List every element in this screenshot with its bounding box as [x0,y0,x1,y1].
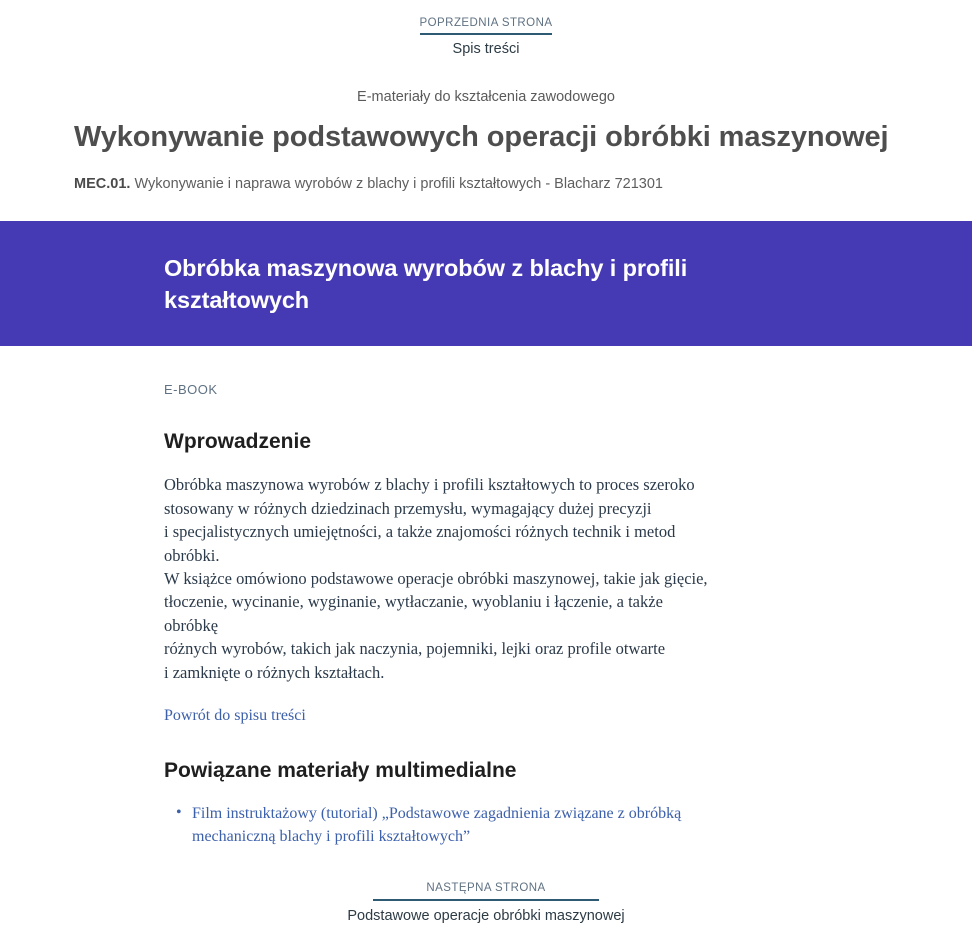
previous-page-label: POPRZEDNIA STRONA [420,16,553,35]
introduction-heading: Wprowadzenie [164,430,312,454]
paragraph-line: różnych wyrobów, takich jak naczynia, pojemniki, lejki oraz profile otwarte [164,639,666,659]
next-page-label: NASTĘPNA STRONA [373,881,599,901]
back-to-contents-link[interactable]: Powrót do spisu treści [164,707,306,725]
related-media-list [164,802,717,848]
paragraph-line: i specjalistycznych umiejętności, a także znajomości różnych technik i metod obróbki. [164,522,676,565]
document-header [0,88,972,194]
chapter-banner [0,221,972,346]
paragraph-line: i zamknięte o różnych kształtach. [164,662,385,682]
introduction-paragraph [164,473,717,684]
qualification-code: MEC.01. [74,176,131,193]
related-media-link[interactable]: Film instruktażowy (tutorial) „Podstawowe zagadnienia związane z obróbką mechaniczną blachy i profili kształtowych” [192,804,682,845]
document-eyebrow: E-materiały do kształcenia zawodowego [357,89,615,105]
next-page-title[interactable]: Podstawowe operacje obróbki maszynowej [347,907,625,924]
paragraph-line: Obróbka maszynowa wyrobów z blachy i profili kształtowych to proces szeroko [164,475,695,495]
previous-page-nav[interactable] [0,0,972,59]
content-type-label: E-BOOK [164,382,218,398]
paragraph-line: tłoczenie, wycinanie, wyginanie, wytłaczanie, wyoblaniu i łączenie, a także obróbkę [164,592,663,635]
chapter-title: Obróbka maszynowa wyrobów z blachy i profili kształtowych [164,254,688,313]
related-media-heading: Powiązane materiały multimedialne [164,759,517,783]
paragraph-line: W książce omówiono podstawowe operacje obróbki maszynowej, takie jak gięcie, [164,569,708,589]
next-page-nav[interactable] [0,878,972,926]
paragraph-line: stosowany w różnych dziedzinach przemysłu, wymagający dużej precyzji [164,498,652,518]
qualification-name: Wykonywanie i naprawa wyrobów z blachy i profili kształtowych - Blacharz 721301 [130,176,663,193]
page-title: Wykonywanie podstawowych operacji obróbki maszynowej [74,121,889,153]
previous-page-title[interactable]: Spis treści [452,41,520,57]
chapter-banner-inner [0,252,972,316]
document-subtitle [74,175,898,194]
list-item[interactable] [192,802,717,848]
main-content [0,381,972,847]
